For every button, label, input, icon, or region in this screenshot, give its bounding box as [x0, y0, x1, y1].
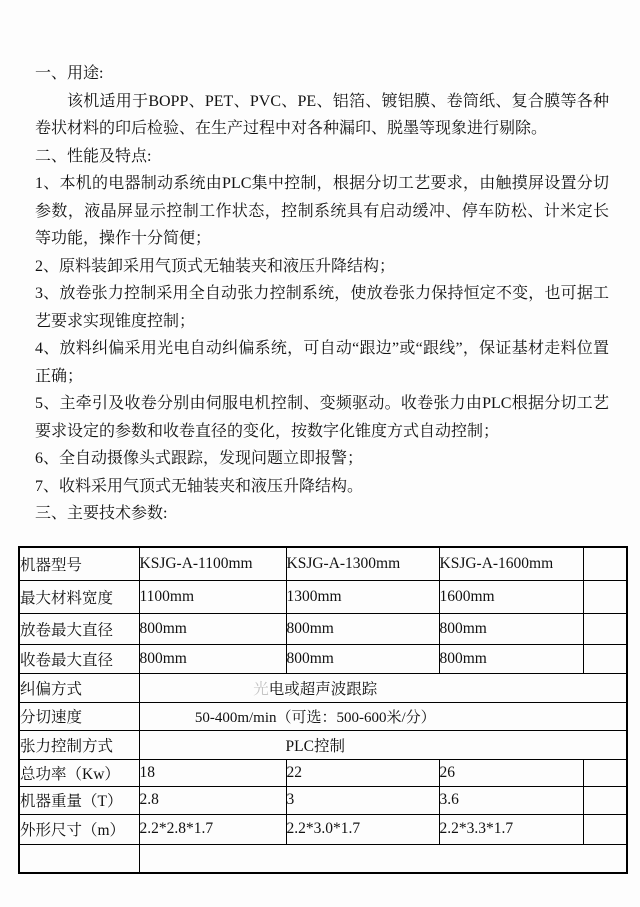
- merged-value-cell: [139, 673, 627, 702]
- heading-params: 三、主要技术参数:: [35, 505, 168, 522]
- table-row-dimensions: [19, 814, 627, 844]
- value-cell: 3.6: [439, 786, 583, 814]
- row-label-cell: 分切速度: [19, 702, 139, 730]
- row-label-cell: 放卷最大直径: [19, 613, 139, 644]
- empty-cell: [583, 786, 627, 814]
- table-row-tension-control: [19, 730, 627, 759]
- table-row-model: [19, 547, 627, 580]
- value-cell: 1100mm: [139, 580, 286, 613]
- feature-item-4: 4、放料纠偏采用光电自动纠偏系统，可自动“跟边”或“跟线”，保证基材走料位置正确；: [35, 340, 609, 385]
- row-label-cell: 最大材料宽度: [19, 580, 139, 613]
- tech-params-table: [18, 546, 628, 874]
- table-row-max-width: [19, 580, 627, 613]
- tech-params-table-wrap: [18, 546, 626, 874]
- merged-value-text: PLC控制: [285, 737, 345, 755]
- empty-cell: [583, 814, 627, 844]
- value-cell: 2.2*3.3*1.7: [439, 814, 583, 844]
- value-cell: 2.2*2.8*1.7: [139, 814, 286, 844]
- document-body: [35, 60, 609, 528]
- row-label-cell: 机器重量（T）: [19, 786, 139, 814]
- heading-usage: 一、用途:: [35, 65, 104, 82]
- merged-value-text: 50-400m/min（可选：500-600米/分）: [194, 709, 436, 726]
- value-cell: 2.8: [139, 786, 286, 814]
- feature-item-5: 5、主牵引及收卷分别由伺服电机控制、变频驱动。收卷张力由PLC根据分切工艺要求设定的参数和收卷直径的变化，按数字化锥度方式自动控制；: [35, 395, 609, 440]
- table-row-rewind-diameter: [19, 644, 627, 673]
- merged-value-cell: [139, 844, 627, 873]
- value-cell: 2.2*3.0*1.7: [286, 814, 439, 844]
- row-label-cell: [19, 844, 139, 873]
- row-label-cell: 张力控制方式: [19, 730, 139, 759]
- feature-item-2: 2、原料装卸采用气顶式无轴装夹和液压升降结构；: [35, 257, 396, 275]
- empty-cell: [583, 644, 627, 673]
- value-cell: 800mm: [439, 613, 583, 644]
- table-row-empty: [19, 844, 627, 873]
- table-row-machine-weight: [19, 786, 627, 814]
- value-cell: 800mm: [139, 613, 286, 644]
- value-cell: 1600mm: [439, 580, 583, 613]
- value-cell: 800mm: [139, 644, 286, 673]
- merged-value-cell: [139, 730, 627, 759]
- table-row-correction-mode: [19, 673, 627, 702]
- table-row-unwind-diameter: [19, 613, 627, 644]
- value-cell: 26: [439, 759, 583, 786]
- value-cell: KSJG-A-1300mm: [286, 547, 439, 580]
- heading-features: 二、性能及特点:: [35, 147, 152, 165]
- row-label-cell: 外形尺寸（m）: [19, 814, 139, 844]
- value-cell: 800mm: [439, 644, 583, 673]
- table-row-total-power: [19, 759, 627, 786]
- value-cell: 800mm: [286, 613, 439, 644]
- row-label-cell: 机器型号: [19, 547, 139, 580]
- row-label-cell: 纠偏方式: [19, 673, 139, 702]
- merged-value-text: 光电或超声波跟踪: [253, 680, 378, 698]
- feature-item-3: 3、放卷张力控制采用全自动张力控制系统，使放卷张力保持恒定不变，也可据工艺要求实现锥度控制；: [35, 285, 609, 330]
- empty-cell: [583, 580, 627, 613]
- feature-item-1: 1、本机的电器制动系统由PLC集中控制，根据分切工艺要求，由触摸屏设置分切参数，液晶屏显示控制工作状态，控制系统具有启动缓冲、停车防松、计米定长等功能，操作十分简便；: [35, 175, 609, 247]
- value-cell: 800mm: [286, 644, 439, 673]
- value-cell: KSJG-A-1600mm: [439, 547, 583, 580]
- value-cell: 22: [286, 759, 439, 786]
- value-cell: KSJG-A-1100mm: [139, 547, 286, 580]
- merged-value-cell: [139, 702, 627, 730]
- row-label-cell: 总功率（Kw）: [19, 759, 139, 786]
- empty-cell: [583, 613, 627, 644]
- feature-item-6: 6、全自动摄像头式跟踪，发现问题立即报警；: [35, 450, 364, 467]
- value-cell: 3: [286, 786, 439, 814]
- value-cell: 1300mm: [286, 580, 439, 613]
- empty-cell: [583, 547, 627, 580]
- empty-cell: [583, 759, 627, 786]
- row-label-cell: 收卷最大直径: [19, 644, 139, 673]
- feature-item-7: 7、收料采用气顶式无轴装夹和液压升降结构。: [35, 477, 364, 495]
- table-row-slitting-speed: [19, 702, 627, 730]
- intro-paragraph: 该机适用于BOPP、PET、PVC、PE、铝箔、镀铝膜、卷筒纸、复合膜等各种卷状材料的印后检验、在生产过程中对各种漏印、脱墨等现象进行剔除。: [35, 92, 609, 137]
- value-cell: 18: [139, 759, 286, 786]
